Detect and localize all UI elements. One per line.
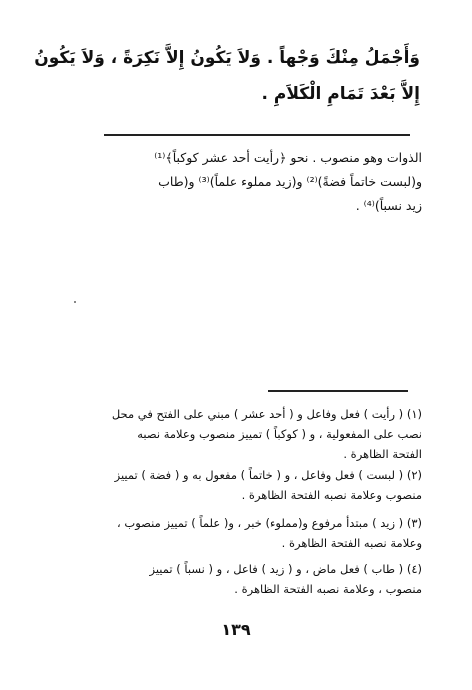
- footnote-3-line-2: وعلامة نصبه الفتحة الظاهرة .: [281, 536, 422, 550]
- footnote-3-line-1: (٣) ( زيد ) مبتدأ مرفوع و(مملوء) خبر ، و( علماً ) تمييز منصوب ،: [117, 516, 422, 530]
- footnote-1-line-2: نصب على المفعولية ، و ( كوكباً ) تمييز منصوب وعلامة نصبه: [137, 427, 422, 441]
- body-line-2: و(لبست خاتماً فضةً)⁽²⁾ و(زيد مملوء علماً)⁽³⁾ و(طاب: [158, 174, 422, 189]
- body-line-1: الذوات وهو منصوب . نحو ﴿رأيت أحد عشر كوكباً﴾⁽¹⁾: [154, 150, 422, 165]
- footnote-1-line-1: (١) ( رأيت ) فعل وفاعل و ( أحد عشر ) مبني على الفتح في محل: [111, 407, 422, 421]
- verse-line-1: وَأَجْمَلُ مِنْكَ وَجْهاً . وَلاَ يَكُونُ إِلاَّ نَكِرَةً ، وَلاَ يَكُونُ: [34, 48, 420, 68]
- footnote-4-line-1: (٤) ( طاب ) فعل ماض ، و ( زيد ) فاعل ، و ( نسباً ) تمييز: [149, 562, 422, 576]
- verse-line-2: إِلاَّ بَعْدَ تَمَامِ الْكَلاَمِ .: [261, 84, 420, 104]
- footnote-1-line-3: الفتحة الظاهرة .: [343, 447, 422, 461]
- top-divider: [104, 134, 410, 136]
- footnote-4-line-2: منصوب ، وعلامة نصبه الفتحة الظاهرة .: [234, 582, 422, 596]
- page-number: ١٣٩: [221, 620, 251, 639]
- footnote-divider: [268, 390, 408, 392]
- footnote-2-line-1: (٢) ( لبست ) فعل وفاعل ، و ( خاتماً ) مفعول به و ( فضة ) تمييز: [114, 468, 422, 482]
- speck: [74, 301, 76, 303]
- body-line-3: زيد نسباً)⁽⁴⁾ .: [355, 198, 422, 213]
- footnote-2-line-2: منصوب وعلامة نصبه الفتحة الظاهرة .: [241, 488, 422, 502]
